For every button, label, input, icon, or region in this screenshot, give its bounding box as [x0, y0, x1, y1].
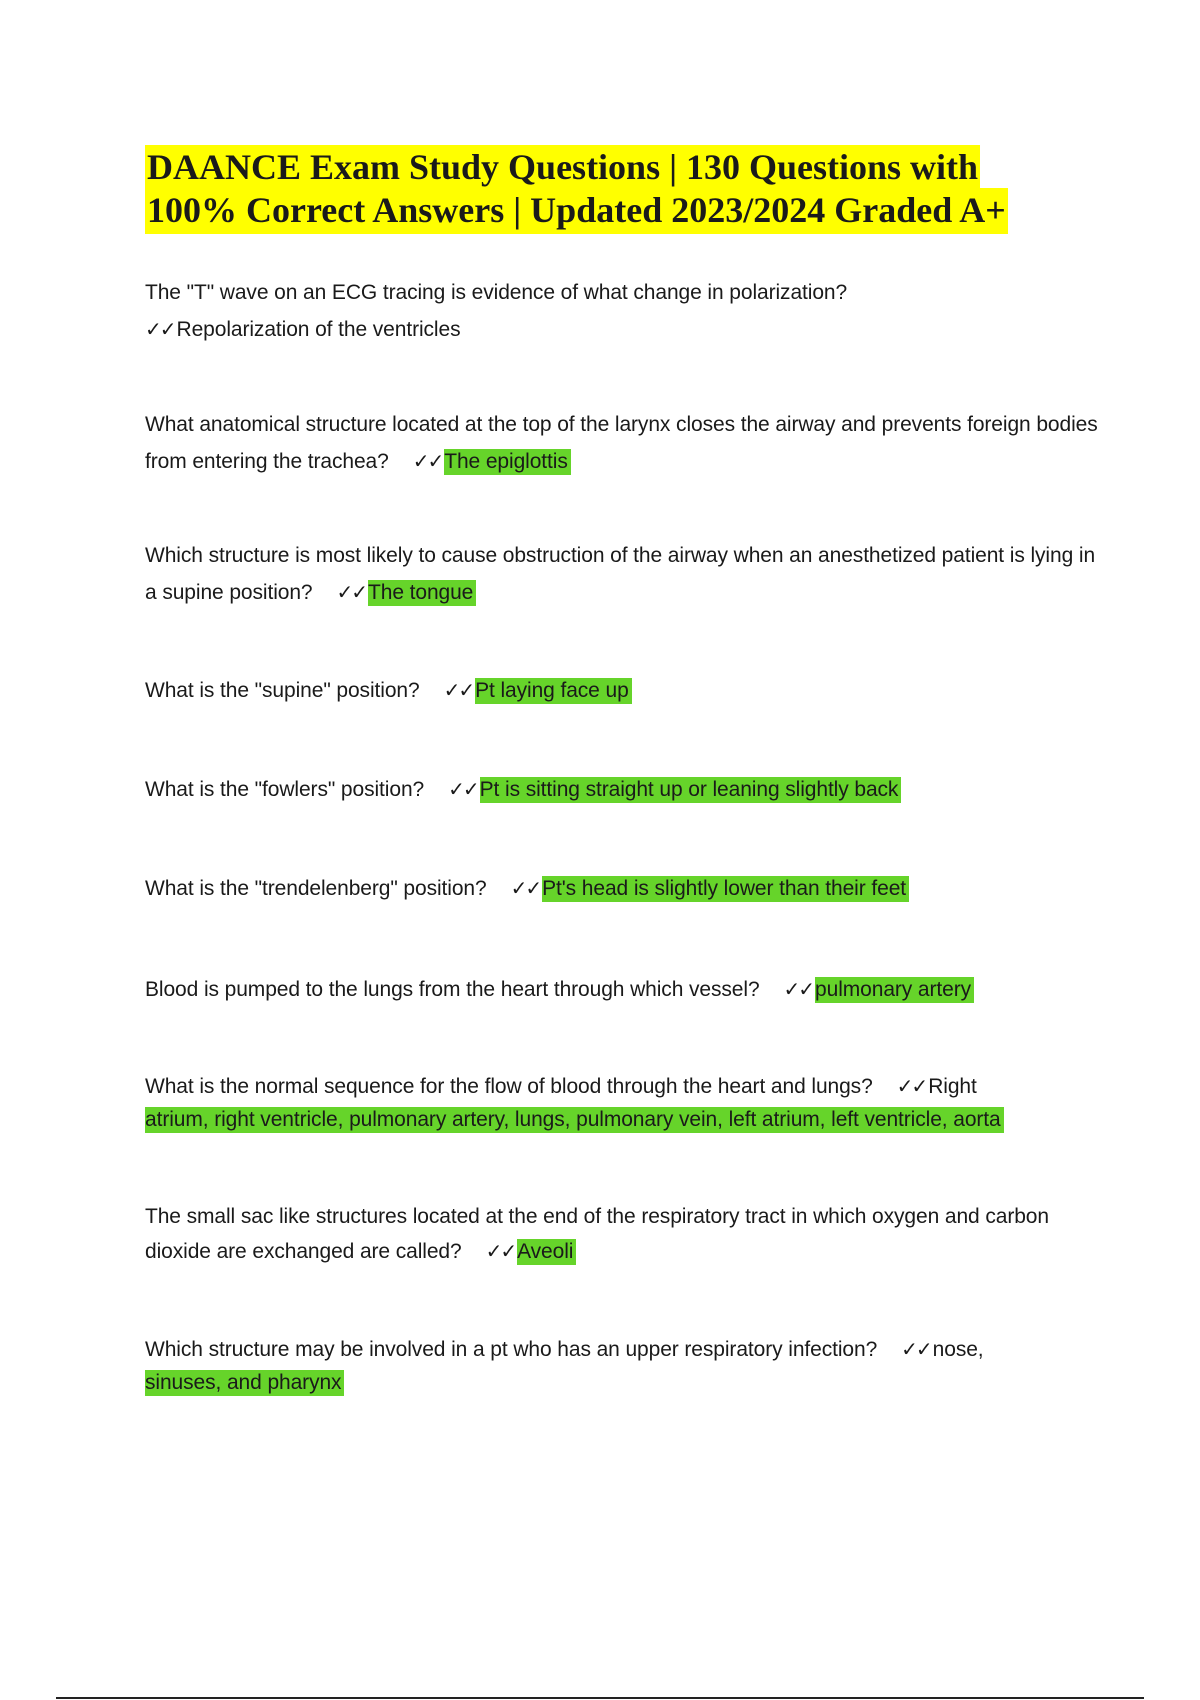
answer-highlight: pulmonary artery: [815, 977, 974, 1003]
qa-item: [145, 1333, 1105, 1399]
question-text: Blood is pumped to the lungs from the heart through which vessel?: [145, 978, 760, 1001]
qa-item: [145, 1070, 1105, 1136]
qa-item: [145, 870, 1105, 907]
double-check-icon: ✓✓: [783, 977, 814, 1001]
double-check-icon: ✓✓: [901, 1337, 931, 1361]
qa-item: [145, 275, 1105, 348]
question-text: What anatomical structure located at the top of the larynx closes the airway and prevents foreign bodies from entering the trachea?: [145, 413, 1098, 473]
answer-text: nose,: [932, 1338, 984, 1361]
answer-highlight: Pt's head is slightly lower than their feet: [542, 876, 909, 902]
question-text: What is the "supine" position?: [145, 679, 420, 702]
question-text: Which structure may be involved in a pt who has an upper respiratory infection?: [145, 1338, 878, 1361]
title-line-2: 100% Correct Answers | Updated 2023/2024 Graded A+: [145, 188, 1008, 234]
qa-item: [145, 771, 1105, 808]
bottom-divider: [56, 1697, 1144, 1699]
question-text: Which structure is most likely to cause obstruction of the airway when an anesthetized patient is lying in a supine position?: [145, 544, 1096, 604]
answer-highlight: sinuses, and pharynx: [145, 1370, 344, 1396]
double-check-icon: ✓✓: [485, 1239, 516, 1263]
qa-item: [145, 971, 1105, 1008]
title-line-1: DAANCE Exam Study Questions | 130 Questions with: [145, 145, 980, 191]
answer-highlight: The tongue: [368, 580, 476, 606]
double-check-icon: ✓✓: [510, 876, 541, 900]
answer-text: Right: [928, 1075, 977, 1098]
double-check-icon: ✓✓: [336, 580, 367, 604]
answer-highlight: The epiglottis: [444, 449, 571, 475]
answer-highlight: atrium, right ventricle, pulmonary artery, lungs, pulmonary vein, left atrium, left ventricle, aorta: [145, 1107, 1004, 1133]
qa-item: [145, 538, 1105, 611]
answer-highlight: Pt is sitting straight up or leaning slightly back: [480, 777, 902, 803]
double-check-icon: ✓✓: [412, 449, 443, 473]
question-text: What is the normal sequence for the flow of blood through the heart and lungs?: [145, 1075, 873, 1098]
double-check-icon: ✓✓: [443, 678, 474, 702]
answer-highlight: Pt laying face up: [475, 678, 632, 704]
document-title: [145, 146, 1045, 232]
question-text: What is the "fowlers" position?: [145, 778, 425, 801]
qa-item: [145, 672, 1105, 709]
double-check-icon: ✓✓: [896, 1074, 927, 1098]
question-text: The "T" wave on an ECG tracing is evidence of what change in polarization?: [145, 281, 848, 304]
double-check-icon: ✓✓: [145, 317, 175, 341]
answer-text: Repolarization of the ventricles: [176, 318, 461, 341]
double-check-icon: ✓✓: [448, 777, 478, 801]
question-text: The small sac like structures located at the end of the respiratory tract in which oxygen and carbon dioxide are exchanged are called?: [145, 1205, 1049, 1263]
qa-item: [145, 1200, 1105, 1269]
qa-item: [145, 407, 1105, 480]
question-text: What is the "trendelenberg" position?: [145, 877, 487, 900]
answer-highlight: Aveoli: [517, 1239, 576, 1265]
